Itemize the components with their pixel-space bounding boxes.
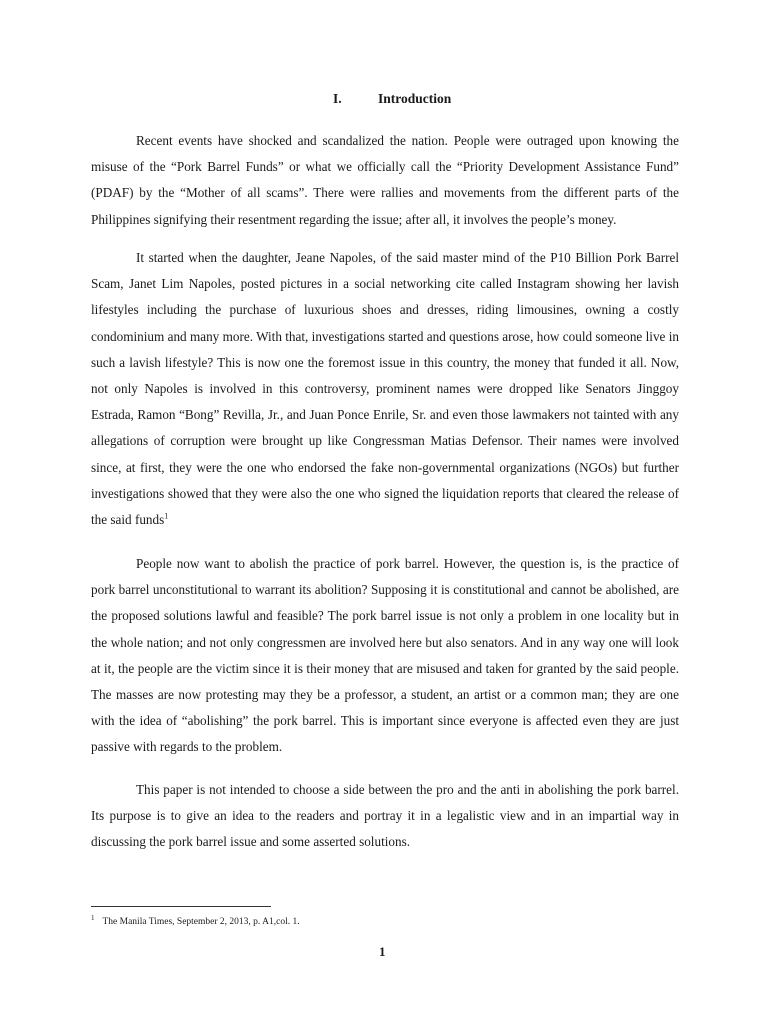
paragraph-3: People now want to abolish the practice of pork barrel. However, the question is, is the practice of pork barrel unconstitutional to warrant its abolition? Supposing it is constitutional and cannot be abolished, are the proposed solutions lawful and feasible? The pork barrel issue is not only a problem in one locality but in the whole nation; and not only congressmen are involved here but also senators. And in any way one will look at it, the people are the victim since it is their money that are misused and taken for granted by the said people. The masses are now protesting may they be a professor, a student, an artist or a common man; they are one with the idea of “abolishing” the pork barrel. This is important since everyone is affected even they are just passive with regards to the problem. <box>91 556 679 755</box>
paragraph-2-text: It started when the daughter, Jeane Napoles, of the said master mind of the P10 Billion Pork Barrel Scam, Janet Lim Napoles, posted pictures in a social networking cite called Instagram showing her lavish lifestyles including the purchase of luxurious shoes and dresses, riding limousines, owning a costly condominium and many more. With that, investigations started and questions arose, how could someone live in such a lavish lifestyle? This is now one the foremost issue in this country, the money that funded it all. Now, not only Napoles is involved in this controversy, prominent names were dropped like Senators Jinggoy Estrada, Ramon “Bong” Revilla, Jr., and Juan Ponce Enrile, Sr. and even those lawmakers not tainted with any allegations of corruption were brought up like Congressman Matias Defensor. Their names were involved since, at first, they were the one who endorsed the fake non-governmental organizations (NGOs) but further investigations showed that they were also the one who signed the liquidation reports that cleared the release of the said funds <box>91 250 679 528</box>
paragraph-4: This paper is not intended to choose a side between the pro and the anti in abolishing the pork barrel. Its purpose is to give an idea to the readers and portray it in a legalistic view and in an impartial way in discussing the pork barrel issue and some asserted solutions. <box>91 782 679 850</box>
footnote-divider <box>91 906 271 907</box>
page-number: 1 <box>379 944 386 959</box>
footnote-text: The Manila Times, September 2, 2013, p. A1,col. 1. <box>102 917 300 927</box>
footnote-mark: 1 <box>91 913 95 922</box>
section-heading <box>333 91 451 107</box>
paragraph-2 <box>91 245 679 533</box>
section-number: I. <box>333 91 342 106</box>
footnote <box>91 913 300 927</box>
footnote-reference[interactable]: 1 <box>164 511 169 521</box>
paragraph-1: Recent events have shocked and scandalized the nation. People were outraged upon knowing the misuse of the “Pork Barrel Funds” or what we officially call the “Priority Development Assistance Fund” (PDAF) by the “Mother of all scams”. There were rallies and movements from the different parts of the Philippines signifying their resentment regarding the issue; after all, it involves the people’s money. <box>91 133 679 227</box>
section-title: Introduction <box>378 91 452 106</box>
